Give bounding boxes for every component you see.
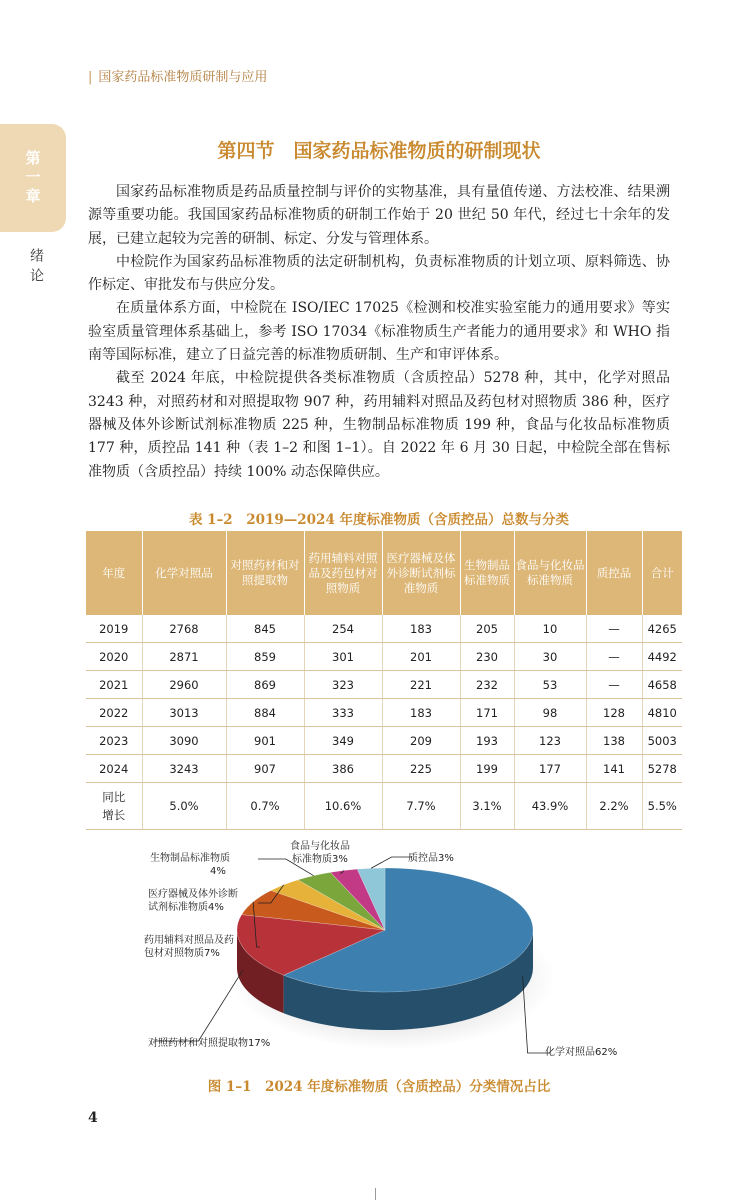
running-head: | 国家药品标准物质研制与应用 xyxy=(88,70,268,85)
paragraph: 在质量体系方面，中检院在 ISO/IEC 17025《检测和校准实验室能力的通用要求》等实验室质量管理体系基础上，参考 ISO 17034《标准物质生产者能力的通用要求》和 WHO 指南等国际标准，建立了日益完善的标准物质研制、生产和审评体系。 xyxy=(88,300,670,364)
chapter-subtitle: 绪论 xyxy=(28,248,44,288)
table-cell: 30 xyxy=(514,643,586,671)
table-cell: 232 xyxy=(460,671,514,699)
table-cell: 3090 xyxy=(142,727,226,755)
table-cell: 141 xyxy=(586,755,642,783)
column-header: 对照药材和对照提取物 xyxy=(226,531,304,615)
page-number: 4 xyxy=(88,1110,98,1126)
pie-leader-line xyxy=(154,970,243,1041)
table-cell: 183 xyxy=(382,699,460,727)
table-cell: 4265 xyxy=(642,615,682,643)
table-cell: 201 xyxy=(382,643,460,671)
table-cell: 5.5% xyxy=(642,783,682,830)
column-header: 生物制品标准物质 xyxy=(460,531,514,615)
table-cell: 123 xyxy=(514,727,586,755)
figure-caption: 图 1–1 2024 年度标准物质（含质控品）分类情况占比 xyxy=(207,1079,551,1095)
table-cell: 138 xyxy=(586,727,642,755)
data-table xyxy=(86,531,682,830)
pie-label-herbal: 对照药材和对照提取物17% xyxy=(148,1038,271,1049)
table-cell: 5003 xyxy=(642,727,682,755)
table-cell: 386 xyxy=(304,755,382,783)
table-cell: 333 xyxy=(304,699,382,727)
table-cell: 7.7% xyxy=(382,783,460,830)
table-cell: 884 xyxy=(226,699,304,727)
table-row xyxy=(86,615,682,643)
table-cell: — xyxy=(586,615,642,643)
table-cell: 230 xyxy=(460,643,514,671)
table-cell: 183 xyxy=(382,615,460,643)
table-cell: 301 xyxy=(304,643,382,671)
table-cell: 845 xyxy=(226,615,304,643)
table-cell: 3013 xyxy=(142,699,226,727)
table-cell: 193 xyxy=(460,727,514,755)
table-cell: 323 xyxy=(304,671,382,699)
table-cell: 2024 xyxy=(86,755,142,783)
table-cell: 0.7% xyxy=(226,783,304,830)
table-cell: 98 xyxy=(514,699,586,727)
table-cell: 3243 xyxy=(142,755,226,783)
table-cell: 254 xyxy=(304,615,382,643)
table-cell: 同比增长 xyxy=(86,783,142,830)
table-cell: 2019 xyxy=(86,615,142,643)
table-cell: 5278 xyxy=(642,755,682,783)
table-row xyxy=(86,671,682,699)
table-body xyxy=(86,615,682,830)
pie-label-food-cosmetics: 食品与化妆品 标准物质3% xyxy=(290,841,350,865)
table-cell: 128 xyxy=(586,699,642,727)
pie-leader-line xyxy=(371,857,412,868)
table-cell: 199 xyxy=(460,755,514,783)
table-cell: 221 xyxy=(382,671,460,699)
pie-chart xyxy=(140,835,620,1070)
table-cell: 2022 xyxy=(86,699,142,727)
pie-label-device-ivd: 医疗器械及体外诊断 试剂标准物质4% xyxy=(148,889,238,913)
table-cell: 4492 xyxy=(642,643,682,671)
column-header: 质控品 xyxy=(586,531,642,615)
table-cell: 43.9% xyxy=(514,783,586,830)
table-cell: 349 xyxy=(304,727,382,755)
table-row xyxy=(86,755,682,783)
table-cell: 2023 xyxy=(86,727,142,755)
table-cell: 177 xyxy=(514,755,586,783)
table-row xyxy=(86,643,682,671)
section-title: 第四节 国家药品标准物质的研制现状 xyxy=(217,140,541,162)
table-cell: 2960 xyxy=(142,671,226,699)
table-cell: 5.0% xyxy=(142,783,226,830)
column-header: 食品与化妆品标准物质 xyxy=(514,531,586,615)
table-cell: 2020 xyxy=(86,643,142,671)
table-cell: 901 xyxy=(226,727,304,755)
growth-row xyxy=(86,783,682,830)
table-cell: 869 xyxy=(226,671,304,699)
table-row xyxy=(86,699,682,727)
table-cell: 2021 xyxy=(86,671,142,699)
paragraph: 中检院作为国家药品标准物质的法定研制机构，负责标准物质的计划立项、原料筛选、协作标定、审批发布与供应分发。 xyxy=(88,253,670,294)
column-header: 化学对照品 xyxy=(142,531,226,615)
table-cell: 2871 xyxy=(142,643,226,671)
pie-label-chemical: 化学对照品62% xyxy=(545,1047,618,1058)
table-cell: — xyxy=(586,671,642,699)
table-cell: — xyxy=(586,643,642,671)
column-header: 药用辅料对照品及药包材对照物质 xyxy=(304,531,382,615)
pie-label-excipient: 药用辅料对照品及药 包材对照物质7% xyxy=(144,935,234,959)
pie-label-quality-control: 质控品3% xyxy=(408,853,454,864)
running-head-text: 国家药品标准物质研制与应用 xyxy=(98,70,268,85)
table-header-row xyxy=(86,531,682,615)
paragraph: 截至 2024 年底，中检院提供各类标准物质（含质控品）5278 种，其中，化学对照品 3243 种，对照药材和对照提取物 907 种，药用辅料对照品及药包材对照物质 386 种，医疗器械及体外诊断试剂标准物质 225 种，生物制品标准物质 199 种，食品与化妆品标准物质 177 种，质控品 141 种（表 1–2 和图 1–1）。自 2022 年 6 月 30 日起，中检院全部在售标准物质（含质控品）持续 100% 动态保障供应。 xyxy=(88,370,670,480)
chapter-tab xyxy=(0,124,66,232)
pie-label-biological: 生物制品标准物质 4% xyxy=(150,853,230,877)
chapter-tab-label: 第一章 xyxy=(23,149,42,207)
column-header: 医疗器械及体外诊断试剂标准物质 xyxy=(382,531,460,615)
table-cell: 3.1% xyxy=(460,783,514,830)
table-cell: 4658 xyxy=(642,671,682,699)
column-header: 合计 xyxy=(642,531,682,615)
table-cell: 10 xyxy=(514,615,586,643)
table-cell: 2.2% xyxy=(586,783,642,830)
table-cell: 4810 xyxy=(642,699,682,727)
table-cell: 10.6% xyxy=(304,783,382,830)
table-cell: 225 xyxy=(382,755,460,783)
table-cell: 2768 xyxy=(142,615,226,643)
body-text xyxy=(88,181,670,484)
crop-mark xyxy=(375,1188,376,1200)
table-cell: 171 xyxy=(460,699,514,727)
table-cell: 859 xyxy=(226,643,304,671)
table-cell: 907 xyxy=(226,755,304,783)
table-row xyxy=(86,727,682,755)
table-cell: 205 xyxy=(460,615,514,643)
table-cell: 209 xyxy=(382,727,460,755)
column-header: 年度 xyxy=(86,531,142,615)
table-cell: 53 xyxy=(514,671,586,699)
paragraph: 国家药品标准物质是药品质量控制与评价的实物基准，具有量值传递、方法校准、结果溯源等重要功能。我国国家药品标准物质的研制工作始于 20 世纪 50 年代，经过七十余年的发展，已建立起较为完善的研制、标定、分发与管理体系。 xyxy=(88,184,670,247)
table-caption: 表 1–2 2019—2024 年度标准物质（含质控品）总数与分类 xyxy=(188,512,570,528)
